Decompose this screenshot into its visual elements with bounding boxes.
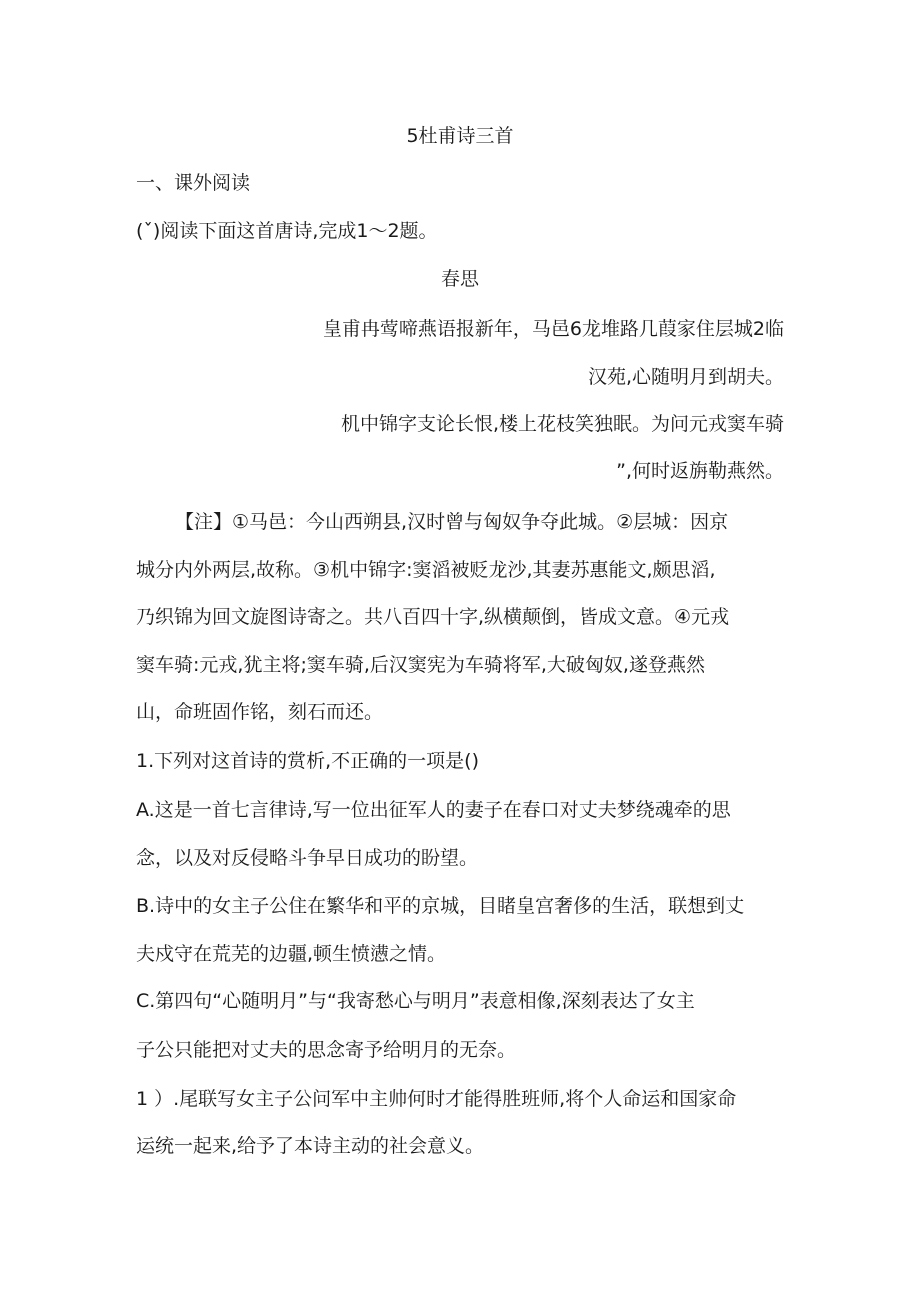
- note-line: 山，命班固作铭，刻石而还。: [136, 701, 384, 723]
- part-instruction: (ˇ)阅读下面这首唐诗,完成1～2题。: [136, 220, 438, 242]
- poem-line: 机中锦字支论长恨,楼上花枝笑独眠。为问元戎窦车骑: [340, 413, 784, 435]
- option-d-line: 1 ）.尾联写女主子公问军中主帅何时才能得胜班师,将个人命运和国家命: [136, 1088, 737, 1110]
- note-line: 【注】①马邑：今山西朔县,汉时曾与匈奴争夺此城。②层城：因京: [175, 511, 729, 533]
- note-line: 城分内外两层,故称。③机中锦字:窦滔被贬龙沙,其妻苏惠能文,颇思滔,: [136, 559, 716, 581]
- section-heading: 一、课外阅读: [136, 172, 251, 194]
- poem-title: 春思: [440, 268, 479, 290]
- poem-line: 汉苑,心随明月到胡夫。: [587, 366, 784, 388]
- option-b-line: 夫戍守在荒芜的边疆,顿生愤懑之情。: [136, 943, 447, 965]
- poem-line: 皇甫冉莺啼燕语报新年，马邑6龙堆路几葭家住层城2临: [322, 318, 784, 340]
- option-c-line: 子公只能把对丈夫的思念寄予给明月的无奈。: [136, 1039, 517, 1061]
- option-b-line: B.诗中的女主子公住在繁华和平的京城，目睹皇宫奢侈的生活，联想到丈: [136, 895, 745, 917]
- note-line: 窦车骑:元戎,犹主将;窦车骑,后汉窦宪为车骑将军,大破匈奴,遂登燕然: [136, 654, 705, 676]
- option-a-line: A.这是一首七言律诗,写一位出征军人的妻子在春口对丈夫梦绕魂牵的思: [136, 799, 731, 821]
- note-line: 乃织锦为回文旋图诗寄之。共八百四十字,纵横颠倒，皆成文意。④元戎: [136, 606, 730, 628]
- option-c-line: C.第四句“心随明月”与“我寄愁心与明月”表意相像,深刻表达了女主: [136, 990, 695, 1012]
- option-d-line: 运统一起来,给予了本诗主动的社会意义。: [136, 1135, 485, 1157]
- poem-line: ”,何时返旃勒燕然。: [616, 460, 784, 482]
- question-stem: 1.下列对这首诗的赏析,不正确的一项是(): [136, 750, 479, 772]
- page-title: 5杜甫诗三首: [406, 125, 514, 147]
- option-a-line: 念，以及对反侵略斗争早日成功的盼望。: [136, 847, 479, 869]
